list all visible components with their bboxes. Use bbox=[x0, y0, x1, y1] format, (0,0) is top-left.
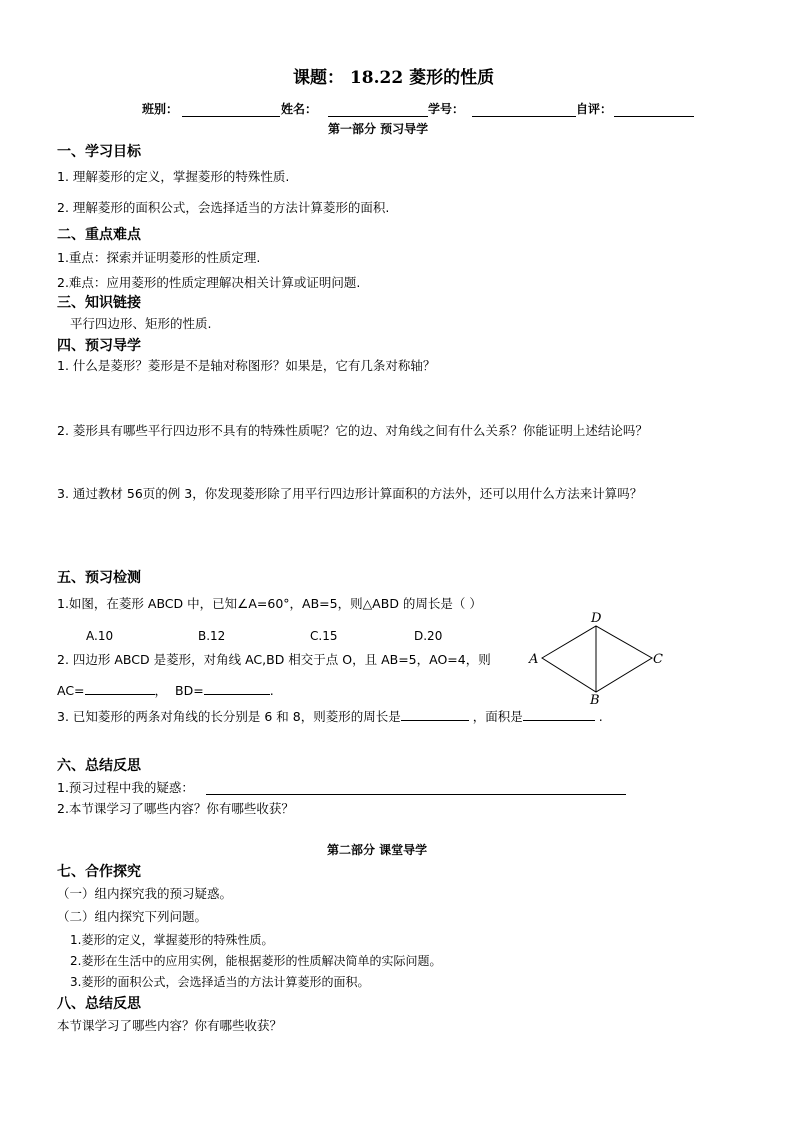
option-a: A.10 bbox=[86, 629, 114, 643]
section-heading: 二、重点难点 bbox=[57, 227, 141, 243]
list-item: 2.难点：应用菱形的性质定理解决相关计算或证明问题. bbox=[57, 275, 361, 290]
question-2: 2. 菱形具有哪些平行四边形不具有的特殊性质呢？它的边、对角线之间有什么关系？你能证明上述结论吗？ bbox=[57, 423, 648, 438]
knowledge-link-text: 平行四边形、矩形的性质. bbox=[70, 316, 212, 331]
part2-title: 第二部分 课堂导学 bbox=[327, 843, 428, 857]
comma: ， bbox=[154, 683, 168, 698]
list-item: （一）组内探究我的预习疑惑。 bbox=[57, 886, 233, 901]
perimeter-blank[interactable] bbox=[401, 708, 469, 721]
student-no-field[interactable] bbox=[472, 116, 576, 117]
list-item: 1. 理解菱形的定义，掌握菱形的特殊性质. bbox=[57, 169, 290, 184]
bd-blank[interactable] bbox=[204, 682, 270, 695]
rhombus-shape bbox=[542, 626, 652, 692]
class-field[interactable] bbox=[182, 116, 280, 117]
area-blank[interactable] bbox=[523, 708, 595, 721]
q3-text-b: ，面积是 bbox=[472, 709, 523, 724]
section-heading: 一、学习目标 bbox=[57, 144, 141, 160]
part1-title: 第一部分 预习导学 bbox=[328, 122, 429, 136]
list-item: 2. 理解菱形的面积公式，会选择适当的方法计算菱形的面积. bbox=[57, 200, 390, 215]
sub-item: 1.菱形的定义，掌握菱形的特殊性质。 bbox=[70, 933, 274, 947]
self-eval-label: 自评： bbox=[576, 102, 613, 116]
ac-label: AC= bbox=[57, 683, 85, 698]
ac-blank[interactable] bbox=[85, 682, 155, 695]
final-reflection: 本节课学习了哪些内容？你有哪些收获？ bbox=[57, 1018, 283, 1033]
name-field[interactable] bbox=[328, 116, 428, 117]
sub-item: 3.菱形的面积公式，会选择适当的方法计算菱形的面积。 bbox=[70, 975, 370, 989]
bd-label: BD= bbox=[175, 683, 204, 698]
section-heading: 六、总结反思 bbox=[57, 758, 141, 774]
class-label: 班别： bbox=[142, 102, 179, 116]
section-heading: 七、合作探究 bbox=[57, 864, 141, 880]
self-eval-field[interactable] bbox=[614, 116, 694, 117]
section-heading: 五、预习检测 bbox=[57, 570, 141, 586]
section-heading: 四、预习导学 bbox=[57, 338, 141, 354]
page-title: 课题： 18.22 菱形的性质 bbox=[293, 68, 495, 88]
section-heading: 三、知识链接 bbox=[57, 295, 141, 311]
check-question-2-answers bbox=[57, 682, 274, 698]
period: . bbox=[269, 683, 274, 698]
option-c: C.15 bbox=[310, 629, 338, 643]
reflection-gains: 2.本节课学习了哪些内容？你有哪些收获？ bbox=[57, 801, 294, 816]
reflection-doubts: 1.预习过程中我的疑惑： bbox=[57, 780, 194, 795]
label-c: C bbox=[653, 652, 663, 667]
check-question-2: 2. 四边形 ABCD 是菱形，对角线 AC,BD 相交于点 O，且 AB=5，AO=4，则 bbox=[57, 652, 491, 667]
doubts-field[interactable] bbox=[206, 794, 626, 795]
list-item: （二）组内探究下列问题。 bbox=[57, 909, 208, 924]
name-label: 姓名： bbox=[281, 102, 318, 116]
sub-item: 2.菱形在生活中的应用实例，能根据菱形的性质解决简单的实际问题。 bbox=[70, 954, 442, 968]
list-item: 1.重点：探索并证明菱形的性质定理. bbox=[57, 250, 261, 265]
question-3: 3. 通过教材 56页的例 3，你发现菱形除了用平行四边形计算面积的方法外，还可以用什么方法来计算吗？ bbox=[57, 486, 643, 501]
label-d: D bbox=[591, 611, 602, 626]
label-b: B bbox=[590, 693, 600, 708]
option-b: B.12 bbox=[198, 629, 226, 643]
q3-text-c: . bbox=[598, 709, 603, 724]
question-1: 1. 什么是菱形？菱形是不是轴对称图形？如果是，它有几条对称轴？ bbox=[57, 358, 436, 373]
label-a: A bbox=[529, 652, 539, 667]
option-d: D.20 bbox=[414, 629, 443, 643]
section-heading: 八、总结反思 bbox=[57, 996, 141, 1012]
rhombus-figure bbox=[525, 608, 670, 708]
student-no-label: 学号： bbox=[428, 102, 465, 116]
check-question-1: 1.如图，在菱形 ABCD 中，已知∠A=60°，AB=5，则△ABD 的周长是（ ） bbox=[57, 596, 482, 611]
check-question-3 bbox=[57, 708, 603, 724]
q3-text-a: 3. 已知菱形的两条对角线的长分别是 6 和 8，则菱形的周长是 bbox=[57, 709, 401, 724]
